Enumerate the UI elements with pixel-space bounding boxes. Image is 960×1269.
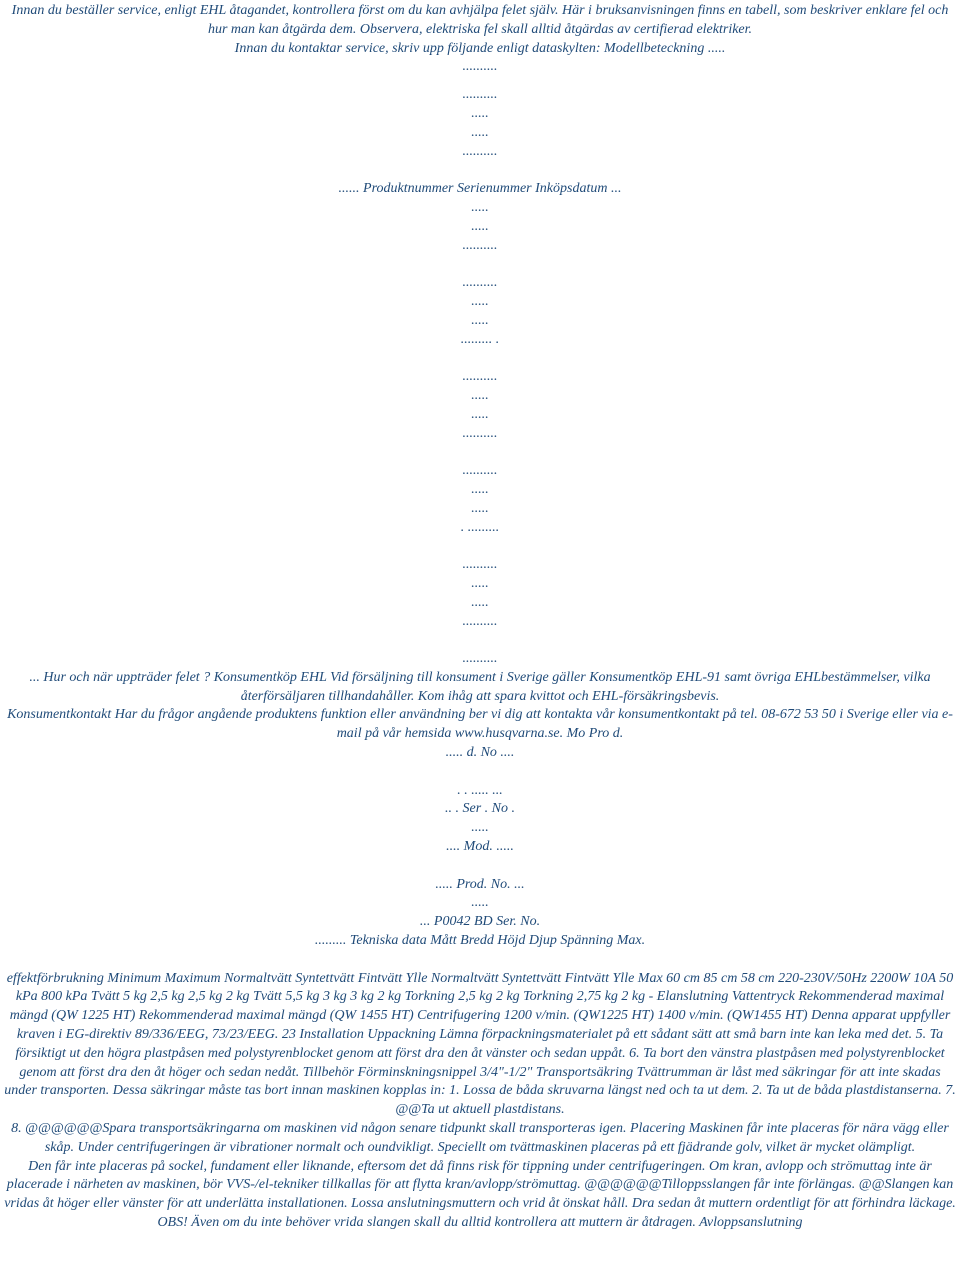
dot-line: ..........: [462, 463, 498, 479]
dataplate-instruction: Innan du kontaktar service, skriv upp följande enligt dataskylten: Modellbeteckning .....: [234, 40, 726, 56]
dot-line: .....: [471, 387, 489, 403]
dot-line: ..........: [462, 143, 498, 159]
dot-line: .....: [471, 481, 489, 497]
dot-line: ..........: [462, 425, 498, 441]
dot-line: .....: [471, 293, 489, 309]
technical-data-paragraph: effektförbrukning Minimum Maximum Normaltvätt Syntettvätt Fintvätt Ylle Normaltvätt Syntettvätt Fintvätt Ylle Max 60 cm 85 cm 58 cm 220-230V/50Hz 2200W 10A 50 kPa 800 kPa Tvätt 5 kg 2,5 kg 2,5 kg 2 kg Tvätt 5,5 kg 3 kg 3 kg 2 kg Torkning 2,5 kg 2 kg Torkning 2,75 kg 2 kg - Elanslutning Vattentryck Rekommenderad maximal mängd (QW 1225 HT) Rekommenderad maximal mängd (QW 1455 HT) Centrifugering 1200 v/min. (QW1225 HT) 1400 v/min. (QW1455 HT) Denna apparat uppfyller kraven i EG-direktiv 89/336/EEG, 73/23/EEG. 23 Installation Uppackning Lämna förpackningsmaterialet på ett sådant sätt att små barn inte kan leka med det. 5. Ta försiktigt ut den högra plastpåsen med polystyrenblocket genom att först dra den åt vänster och sedan uppåt. 6. Ta bort den vänstra plastpåsen med polystyrenblocket genom att först dra den åt höger och sedan nedåt. Tillbehör Förminskningsnippel 3/4"-1/2" Transportsäkring Tvättrumman är låst med säkringar för att inte skadas under transporten. Dessa säkringar måste tas bort innan maskinen kopplas in: 1. Lossa de båda skruvarna längst ned och ta ut dem. 2. Ta ut de båda plastdistanserna. 7. @@Ta ut aktuell plastdistans.: [4, 970, 956, 1118]
dot-line: .....: [471, 312, 489, 328]
plate-line: ... P0042 BD Ser. No.: [419, 914, 541, 930]
dot-line: ......... .: [460, 331, 500, 347]
dot-lines-a: [0, 58, 960, 180]
consumer-purchase-paragraph: ... Hur och när uppträder felet ? Konsumentköp EHL Vid försäljning till konsument i Sverige gäller Konsumentköp EHL-91 samt övriga EHLbestämmelser, vilka återförsäljaren tillhandahåller. Kom ihåg att spara kvittot och EHL-försäkringsbevis.: [29, 669, 931, 704]
intro-section: [0, 2, 960, 58]
plate-line: . . ..... ...: [457, 782, 503, 798]
spacer: [0, 443, 960, 462]
spacer: [0, 951, 960, 970]
spacer: [0, 857, 960, 876]
product-fields-line: ...... Produktnummer Serienummer Inköpsdatum ...: [338, 181, 622, 197]
spacer: [0, 77, 960, 86]
dot-line: ..........: [462, 613, 498, 629]
dot-line: ..........: [462, 87, 498, 103]
spacer: [0, 161, 960, 180]
dot-line: ..........: [462, 557, 498, 573]
intro-paragraph: Innan du beställer service, enligt EHL åtagandet, kontrollera först om du kan avhjälpa felet själv. Här i bruksanvisningen finns en tabell, som beskriver enklare fel och hur man kan åtgärda dem. Observera, elektriska fel skall alltid åtgärdas av certifierad elektriker.: [11, 3, 949, 37]
dot-line: .....: [471, 218, 489, 234]
dot-line: .....: [471, 199, 489, 215]
dot-line: ..........: [462, 369, 498, 385]
plate-line: .. . Ser . No .: [445, 801, 515, 817]
rating-plate-lines: [0, 744, 960, 951]
spacer: [0, 763, 960, 782]
transport-placement-paragraph: 8. @@@@@@Spara transportsäkringarna om maskinen vid någon senare tidpunkt skall transporteras igen. Placering Maskinen får inte placeras för nära vägg eller skåp. Under centrifugeringen är vibrationer normalt och oundvikligt. Speciellt om tvättmaskinen placeras på ett fjädrande golv, vilket är mycket olämpligt.: [11, 1121, 949, 1155]
dot-line: .....: [471, 406, 489, 422]
plate-line: ..... d. No ....: [445, 745, 515, 761]
dot-line: ..........: [462, 651, 498, 667]
dot-line: .....: [471, 105, 489, 121]
spacer: [0, 255, 960, 274]
dot-line: ..........: [462, 237, 498, 253]
plate-line: .... Mod. .....: [446, 839, 514, 855]
dot-line: .....: [471, 594, 489, 610]
dot-line: .....: [471, 575, 489, 591]
plate-line: ..... Prod. No. ...: [435, 876, 525, 892]
plate-line: ......... Tekniska data Mått Bredd Höjd Djup Spänning Max.: [314, 933, 646, 949]
plate-line: .....: [471, 895, 489, 911]
plate-line: .....: [471, 820, 489, 836]
spacer: [0, 537, 960, 556]
spacer: [0, 631, 960, 650]
dot-line: ..........: [462, 275, 498, 291]
consumer-contact-paragraph: Konsumentkontakt Har du frågor angående produktens funktion eller användning ber vi dig att kontakta vår konsumentkontakt på tel. 08-672 53 50 i Sverige eller via e-mail på vår hemsida www.husqvarna.se. Mo Pro d.: [7, 707, 953, 742]
dot-line: .....: [471, 124, 489, 140]
spacer: [0, 349, 960, 368]
dot-line: . .........: [460, 519, 500, 535]
placement-connection-paragraph: Den får inte placeras på sockel, fundament eller liknande, eftersom det då finns risk för tippning under centrifugeringen. Om kran, avlopp och strömuttag inte är placerade i närheten av maskinen, bör VVS-/el-tekniker tillkallas för att flytta kran/avlopp/strömuttag. @@@@@@Tilloppsslangen får inte förlängas. @@Slangen kan vridas åt höger eller vänster för att underlätta installationen. Lossa anslutningsmuttern och vrid åt önskat håll. Dra sedan åt muttern ordentligt för att förhindra läckage. OBS! Även om du inte behöver vrida slangen skall du alltid kontrollera att muttern är åtdragen. Avloppsanslutning: [4, 1158, 956, 1230]
dot-line: ..........: [462, 59, 498, 75]
dot-lines-b: [0, 199, 960, 669]
dot-line: .....: [471, 500, 489, 516]
